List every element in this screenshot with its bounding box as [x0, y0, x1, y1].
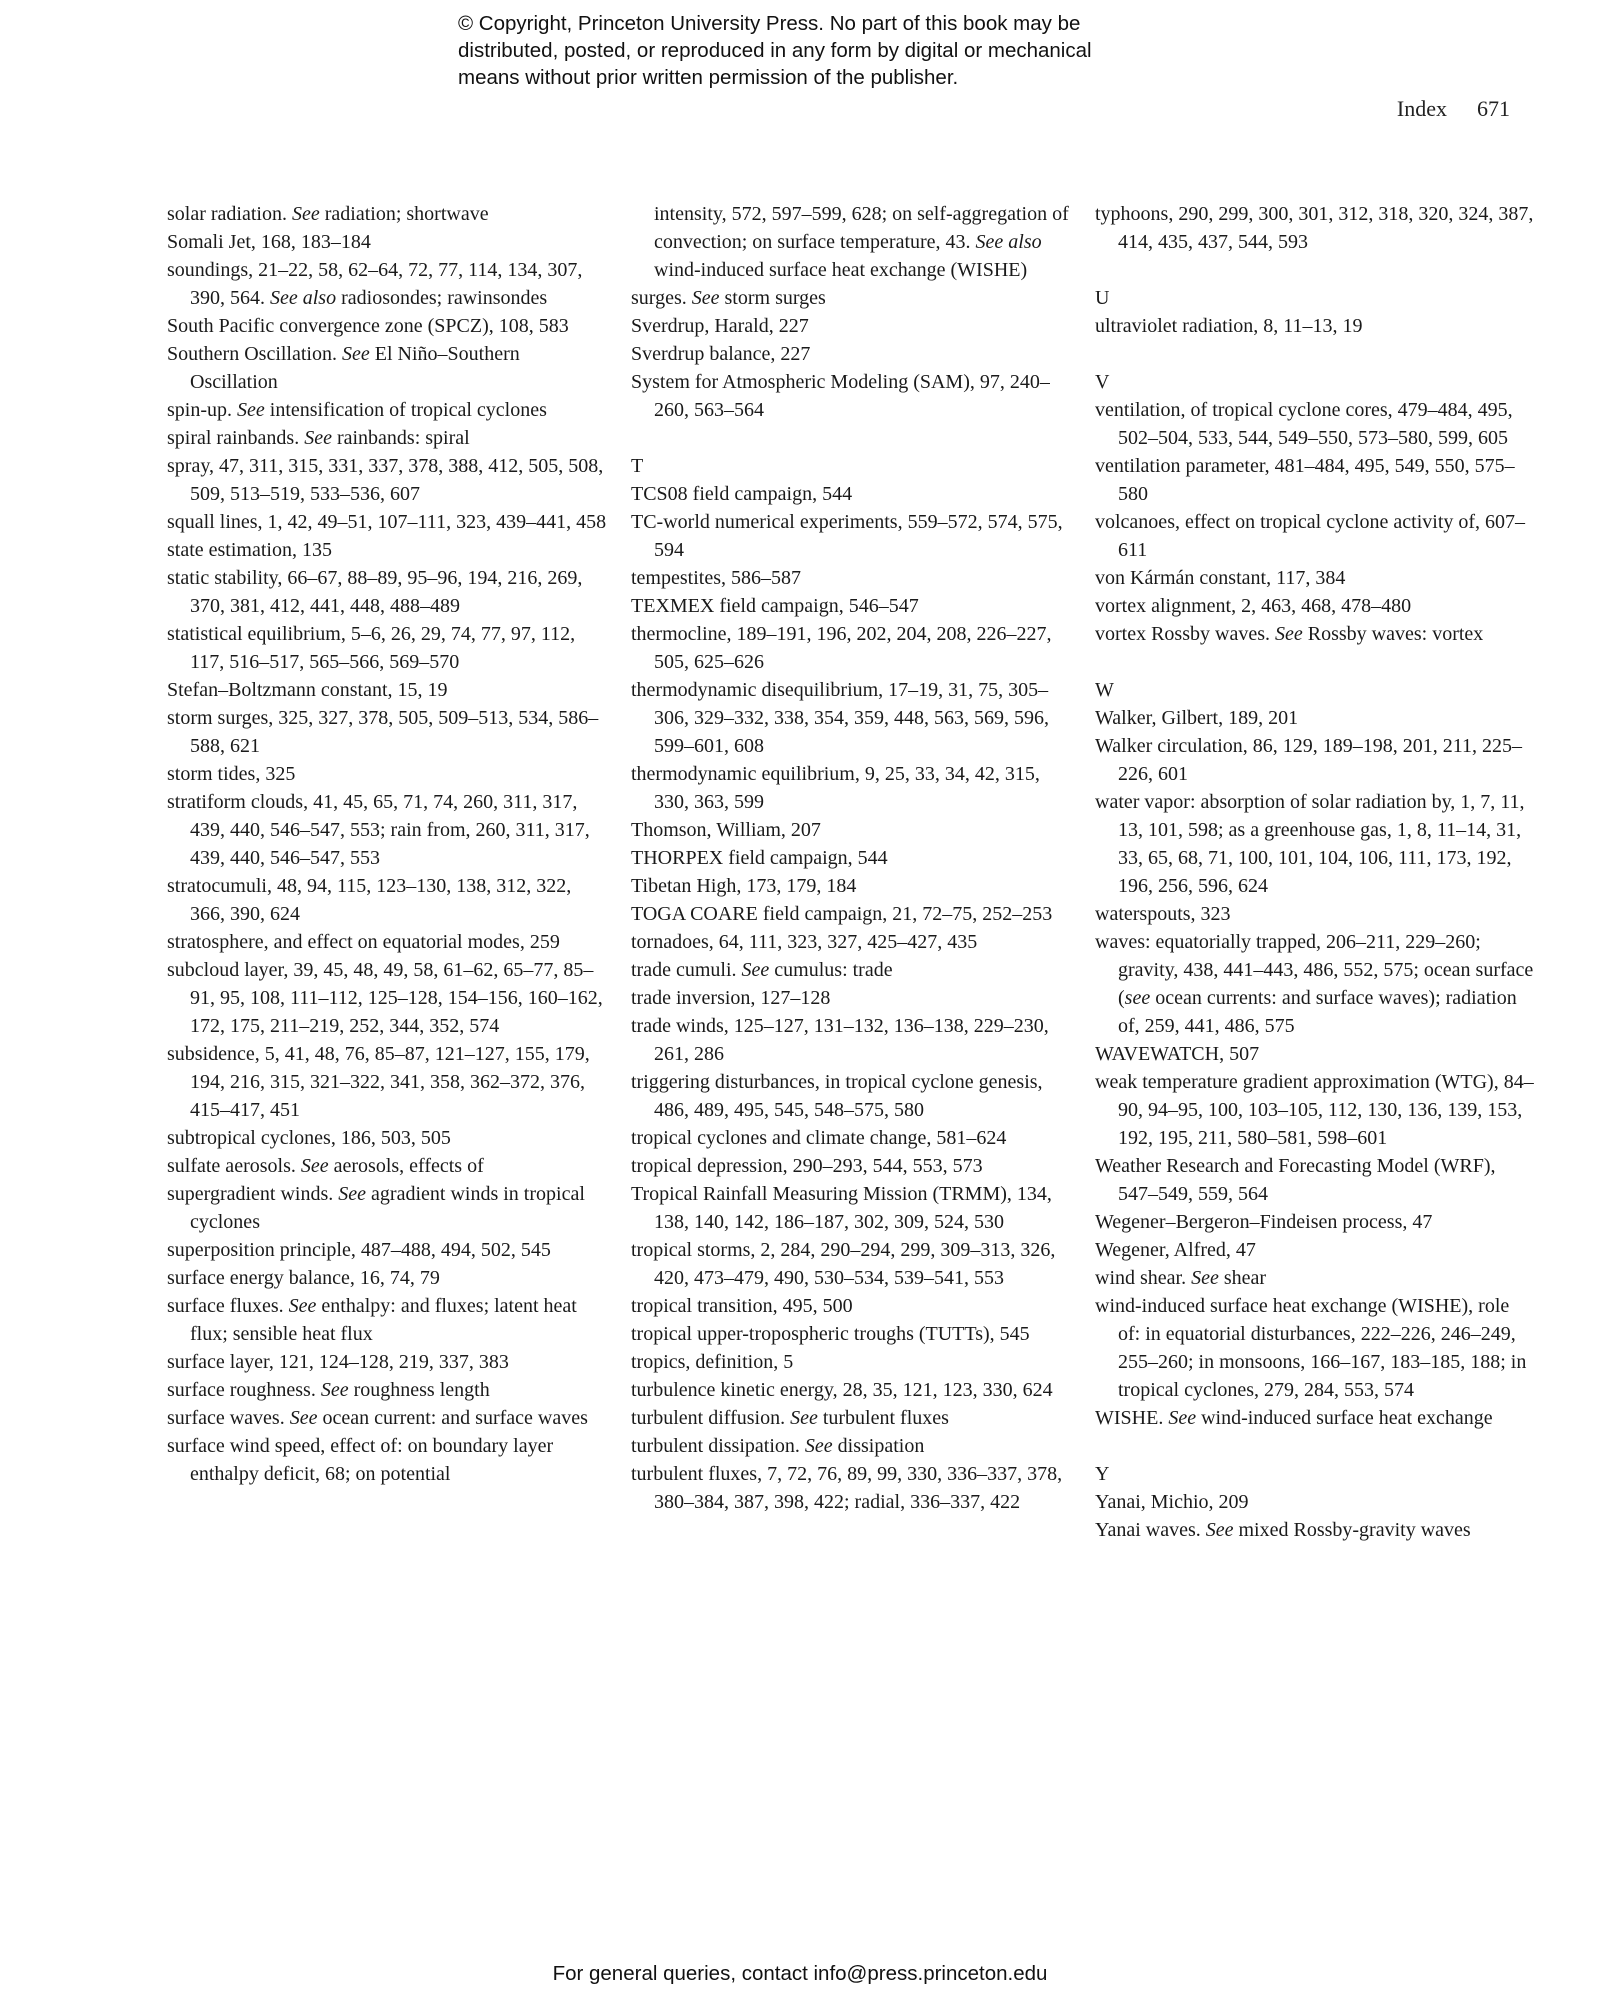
index-entry: [167, 200, 607, 228]
entry-text: surges.: [631, 287, 692, 309]
entry-text: statistical equilibrium, 5–6, 26, 29, 74, 77, 97, 112, 117, 516–517, 565–566, 569–570: [167, 623, 581, 673]
index-letter-heading: U: [1095, 287, 1110, 309]
index-entry: [167, 536, 607, 564]
entry-text: spin-up.: [167, 399, 237, 421]
index-entry: [631, 1012, 1071, 1068]
index-entry: [167, 676, 607, 704]
entry-text: stratiform clouds, 41, 45, 65, 71, 74, 260, 311, 317, 439, 440, 546–547, 553; rain from, 260, 311, 317, 439, 440, 546–547, 553: [167, 791, 595, 869]
entry-text: waves: equatorially trapped, 206–211, 229–260; gravity, 438, 441–443, 486, 552, 575; ocean surface (: [1095, 931, 1539, 1009]
cross-reference-label: See: [341, 343, 370, 365]
entry-text: ventilation parameter, 481–484, 495, 549, 550, 575–580: [1095, 455, 1515, 505]
index-entry: [167, 340, 607, 396]
copyright-line: distributed, posted, or reproduced in any form by digital or mechanical: [458, 39, 1092, 62]
entry-text: tropics, definition, 5: [631, 1351, 794, 1373]
index-entry: [631, 984, 1071, 1012]
cross-reference-label: see: [1124, 987, 1151, 1009]
index-entry: [1095, 704, 1535, 732]
cross-reference-label: See: [1168, 1407, 1197, 1429]
index-entry: [631, 676, 1071, 760]
index-entry: [167, 928, 607, 956]
entry-text: ocean currents: and surface waves); radiation of, 259, 441, 486, 575: [1118, 987, 1522, 1037]
index-entry: [1095, 1040, 1535, 1068]
entry-text: System for Atmospheric Modeling (SAM), 97, 240–260, 563–564: [631, 371, 1050, 421]
index-entry: [167, 1264, 607, 1292]
index-entry: [167, 1040, 607, 1124]
index-entry: [167, 508, 607, 536]
index-entry: [167, 872, 607, 928]
index-entry: [167, 1404, 607, 1432]
entry-text: radiation; shortwave: [319, 203, 489, 225]
index-entry: [1095, 200, 1539, 256]
entry-text: Somali Jet, 168, 183–184: [167, 231, 371, 253]
index-entry: [1095, 1264, 1535, 1292]
index-entry: [631, 508, 1071, 564]
entry-text: typhoons, 290, 299, 300, 301, 312, 318, 320, 324, 387, 414, 435, 437, 544, 593: [1095, 203, 1539, 253]
entry-text: intensification of tropical cyclones: [264, 399, 547, 421]
entry-text: tropical upper-tropospheric troughs (TUTTs), 545: [631, 1323, 1030, 1345]
entry-text: WISHE.: [1095, 1407, 1169, 1429]
entry-text: superposition principle, 487–488, 494, 502, 545: [167, 1239, 551, 1261]
entry-text: surface fluxes.: [167, 1295, 289, 1317]
entry-text: subtropical cyclones, 186, 503, 505: [167, 1127, 451, 1149]
entry-text: static stability, 66–67, 88–89, 95–96, 194, 216, 269, 370, 381, 412, 441, 448, 488–489: [167, 567, 588, 617]
index-entry: [167, 256, 607, 312]
entry-text: stratocumuli, 48, 94, 115, 123–130, 138, 312, 322, 366, 390, 624: [167, 875, 577, 925]
index-entry: [1095, 788, 1535, 900]
index-entry: [631, 1152, 1071, 1180]
index-entry: [167, 564, 607, 620]
entry-text: roughness length: [348, 1379, 490, 1401]
entry-text: Tropical Rainfall Measuring Mission (TRMM), 134, 138, 140, 142, 186–187, 302, 309, 524, 530: [631, 1183, 1057, 1233]
entry-text: rainbands: spiral: [331, 427, 470, 449]
cross-reference-label: See: [790, 1407, 818, 1429]
entry-text: surface roughness.: [167, 1379, 321, 1401]
entry-text: Walker, Gilbert, 189, 201: [1095, 707, 1299, 729]
entry-text: tropical transition, 495, 500: [631, 1295, 853, 1317]
index-entry: [1095, 1516, 1535, 1544]
entry-text: spray, 47, 311, 315, 331, 337, 378, 388, 412, 505, 508, 509, 513–519, 533–536, 607: [167, 455, 609, 505]
index-entry: [167, 788, 607, 872]
index-entry: [631, 340, 1071, 368]
entry-text: triggering disturbances, in tropical cyclone genesis, 486, 489, 495, 545, 548–575, 580: [631, 1071, 1048, 1121]
entry-text: wind-induced surface heat exchange: [1196, 1407, 1493, 1429]
index-entry: [1095, 900, 1535, 928]
entry-text: Sverdrup balance, 227: [631, 343, 811, 365]
entry-text: trade winds, 125–127, 131–132, 136–138, 229–230, 261, 286: [631, 1015, 1054, 1065]
cross-reference-label: See: [1205, 1519, 1234, 1541]
index-entry: [1095, 1292, 1535, 1404]
entry-text: enthalpy: and fluxes; latent heat flux; sensible heat flux: [190, 1295, 582, 1345]
index-letter-heading: V: [1095, 371, 1110, 393]
entry-text: intensity, 572, 597–599, 628; on self-aggregation of convection; on surface temperature, 43.: [654, 203, 1074, 253]
index-entry: [631, 1376, 1071, 1404]
index-entry: [167, 1376, 607, 1404]
cross-reference-label: See: [288, 1295, 317, 1317]
index-entry: [631, 564, 1071, 592]
entry-text: Yanai, Michio, 209: [1095, 1491, 1249, 1513]
index-entry: [1095, 1152, 1535, 1208]
index-entry: [1095, 1208, 1535, 1236]
copyright-line: © Copyright, Princeton University Press. No part of this book may be: [458, 12, 1081, 35]
index-entry: [631, 620, 1071, 676]
entry-text: THORPEX field campaign, 544: [631, 847, 888, 869]
entry-text: WAVEWATCH, 507: [1095, 1043, 1260, 1065]
copyright-line: means without prior written permission of the publisher.: [458, 66, 959, 89]
index-entry: [631, 872, 1071, 900]
entry-text: thermodynamic disequilibrium, 17–19, 31, 75, 305–306, 329–332, 338, 354, 359, 448, 563, 569, 596, 599–601, 608: [631, 679, 1054, 757]
cross-reference-label: See: [691, 287, 720, 309]
entry-text: Wegener, Alfred, 47: [1095, 1239, 1256, 1261]
entry-text: tropical depression, 290–293, 544, 553, 573: [631, 1155, 983, 1177]
index-letter-heading: W: [1095, 679, 1114, 701]
index-letter-heading: T: [631, 455, 644, 477]
index-entry: [1095, 1404, 1535, 1432]
index-entry: [631, 312, 1071, 340]
entry-text: volcanoes, effect on tropical cyclone activity of, 607–611: [1095, 511, 1526, 561]
index-column-2: [631, 200, 1074, 1516]
entry-text: radiosondes; rawinsondes: [336, 287, 548, 309]
entry-text: state estimation, 135: [167, 539, 332, 561]
entry-text: turbulent fluxes, 7, 72, 76, 89, 99, 330, 336–337, 378, 380–384, 387, 398, 422; radial, 336–337, 422: [631, 1463, 1068, 1513]
entry-text: trade cumuli.: [631, 959, 742, 981]
index-entry: [167, 228, 607, 256]
entry-text: squall lines, 1, 42, 49–51, 107–111, 323, 439–441, 458: [167, 511, 607, 533]
index-entry: [631, 1180, 1071, 1236]
section-title: Index: [1396, 96, 1447, 121]
index-entry: [167, 704, 607, 760]
entry-text: trade inversion, 127–128: [631, 987, 831, 1009]
index-entry: [631, 480, 1071, 508]
index-entry: [631, 200, 1074, 284]
entry-text: vortex alignment, 2, 463, 468, 478–480: [1095, 595, 1412, 617]
entry-text: storm surges: [719, 287, 826, 309]
cross-reference-label: See: [1274, 623, 1303, 645]
entry-text: storm surges, 325, 327, 378, 505, 509–513, 534, 586–588, 621: [167, 707, 599, 757]
entry-text: supergradient winds.: [167, 1183, 339, 1205]
index-entry: [167, 760, 607, 788]
entry-text: mixed Rossby-gravity waves: [1233, 1519, 1471, 1541]
index-entry: [1095, 1068, 1535, 1152]
entry-text: Sverdrup, Harald, 227: [631, 315, 809, 337]
index-entry: [1095, 396, 1535, 452]
cross-reference-label: See: [338, 1183, 367, 1205]
entry-text: Wegener–Bergeron–Findeisen process, 47: [1095, 1211, 1433, 1233]
entry-text: spiral rainbands.: [167, 427, 305, 449]
index-column-1: [167, 200, 607, 1488]
entry-text: Southern Oscillation.: [167, 343, 342, 365]
entry-text: tornadoes, 64, 111, 323, 327, 425–427, 435: [631, 931, 978, 953]
index-entry: [631, 1404, 1071, 1432]
cross-reference-label: See: [237, 399, 265, 421]
index-entry: [167, 396, 607, 424]
index-column-3: [1095, 200, 1539, 1544]
entry-text: tropical storms, 2, 284, 290–294, 299, 309–313, 326, 420, 473–479, 490, 530–534, 539–541, 553: [631, 1239, 1061, 1289]
entry-text: ultraviolet radiation, 8, 11–13, 19: [1095, 315, 1363, 337]
entry-text: turbulent diffusion.: [631, 1407, 791, 1429]
index-entry: [631, 1068, 1071, 1124]
entry-text: storm tides, 325: [167, 763, 296, 785]
entry-text: turbulent dissipation.: [631, 1435, 805, 1457]
entry-text: surface wind speed, effect of: on boundary layer enthalpy deficit, 68; on potential: [167, 1435, 559, 1485]
entry-text: subsidence, 5, 41, 48, 76, 85–87, 121–127, 155, 179, 194, 216, 315, 321–322, 341, 358, 362–372, 376, 415–417, 451: [167, 1043, 595, 1121]
cross-reference-label: See also: [270, 287, 337, 309]
entry-text: cumulus: trade: [769, 959, 893, 981]
entry-text: tempestites, 586–587: [631, 567, 801, 589]
index-letter-heading: Y: [1095, 1463, 1110, 1485]
entry-text: surface energy balance, 16, 74, 79: [167, 1267, 440, 1289]
index-entry: [631, 844, 1071, 872]
entry-text: agradient winds in tropical cyclones: [190, 1183, 590, 1233]
index-entry: [167, 620, 607, 676]
entry-text: ventilation, of tropical cyclone cores, 479–484, 495, 502–504, 533, 544, 549–550, 573–580, 599, 605: [1095, 399, 1518, 449]
entry-text: TOGA COARE field campaign, 21, 72–75, 252–253: [631, 903, 1053, 925]
running-header: [1397, 96, 1510, 122]
entry-text: vortex Rossby waves.: [1095, 623, 1275, 645]
index-entry: [631, 1236, 1071, 1292]
index-entry: [631, 1320, 1071, 1348]
cross-reference-label: See: [304, 427, 332, 449]
cross-reference-label: See also: [975, 231, 1042, 253]
entry-text: Stefan–Boltzmann constant, 15, 19: [167, 679, 448, 701]
index-entry: [167, 1292, 607, 1348]
cross-reference-label: See: [804, 1435, 833, 1457]
page-number: 671: [1477, 96, 1510, 121]
index-entry: [631, 1124, 1071, 1152]
index-entry: [631, 900, 1071, 928]
index-entry: [1095, 312, 1535, 340]
index-entry: [631, 760, 1071, 816]
entry-text: water vapor: absorption of solar radiation by, 1, 7, 11, 13, 101, 598; as a greenhouse gas, 1, 8, 11–14, 31, 33, 65, 68, 71, 100, 101, 104, 106, 111, 173, 192, 196, 256, 596, 624: [1095, 791, 1530, 897]
index-entry: [167, 424, 607, 452]
entry-text: Tibetan High, 173, 179, 184: [631, 875, 857, 897]
entry-text: surface waves.: [167, 1407, 290, 1429]
index-entry: [1095, 452, 1535, 508]
entry-text: Weather Research and Forecasting Model (WRF), 547–549, 559, 564: [1095, 1155, 1501, 1205]
index-entry: [167, 452, 607, 508]
index-entry: [1095, 592, 1535, 620]
entry-text: thermocline, 189–191, 196, 202, 204, 208, 226–227, 505, 625–626: [631, 623, 1057, 673]
index-entry: [631, 1348, 1071, 1376]
entry-text: dissipation: [832, 1435, 925, 1457]
entry-text: wind shear.: [1095, 1267, 1192, 1289]
index-entry: [631, 368, 1071, 424]
cross-reference-label: See: [1191, 1267, 1219, 1289]
entry-text: ocean current: and surface waves: [317, 1407, 588, 1429]
index-entry: [631, 284, 1071, 312]
index-entry: [631, 816, 1071, 844]
entry-text: turbulence kinetic energy, 28, 35, 121, 123, 330, 624: [631, 1379, 1053, 1401]
index-entry: [1095, 732, 1535, 788]
entry-text: Yanai waves.: [1095, 1519, 1206, 1541]
entry-text: Walker circulation, 86, 129, 189–198, 201, 211, 225–226, 601: [1095, 735, 1523, 785]
index-entry: [631, 592, 1071, 620]
entry-text: South Pacific convergence zone (SPCZ), 108, 583: [167, 315, 569, 337]
index-entry: [167, 1432, 607, 1488]
index-entry: [631, 928, 1071, 956]
index-entry: [631, 1292, 1071, 1320]
entry-text: von Kármán constant, 117, 384: [1095, 567, 1346, 589]
index-entry: [167, 1348, 607, 1376]
entry-text: waterspouts, 323: [1095, 903, 1231, 925]
entry-text: surface layer, 121, 124–128, 219, 337, 383: [167, 1351, 509, 1373]
index-entry: [1095, 620, 1535, 648]
entry-text: soundings, 21–22, 58, 62–64, 72, 77, 114, 134, 307, 390, 564.: [167, 259, 588, 309]
index-entry: [167, 1236, 607, 1264]
index-entry: [1095, 1236, 1535, 1264]
entry-text: TCS08 field campaign, 544: [631, 483, 853, 505]
entry-text: weak temperature gradient approximation (WTG), 84–90, 94–95, 100, 103–105, 112, 130, 136, 139, 153, 192, 195, 211, 580–581, 598–601: [1095, 1071, 1534, 1149]
index-entry: [167, 1124, 607, 1152]
index-entry: [631, 1460, 1071, 1516]
index-entry: [1095, 508, 1535, 564]
index-entry: [631, 1432, 1071, 1460]
index-entry: [631, 956, 1071, 984]
cross-reference-label: See: [741, 959, 770, 981]
entry-text: El Niño–Southern Oscillation: [190, 343, 525, 393]
entry-text: Thomson, William, 207: [631, 819, 821, 841]
cross-reference-label: See: [291, 203, 320, 225]
entry-text: aerosols, effects of: [328, 1155, 484, 1177]
index-entry: [167, 1152, 607, 1180]
index-entry: [167, 1180, 607, 1236]
entry-text: shear: [1218, 1267, 1267, 1289]
index-entry: [1095, 564, 1535, 592]
entry-text: sulfate aerosols.: [167, 1155, 301, 1177]
entry-text: solar radiation.: [167, 203, 292, 225]
entry-text: tropical cyclones and climate change, 581–624: [631, 1127, 1007, 1149]
cross-reference-label: See: [320, 1379, 349, 1401]
entry-text: Rossby waves: vortex: [1302, 623, 1484, 645]
copyright-notice: [458, 10, 1218, 91]
index-entry: [167, 956, 607, 1040]
entry-text: TEXMEX field campaign, 546–547: [631, 595, 919, 617]
index-entry: [1095, 1488, 1535, 1516]
cross-reference-label: See: [300, 1155, 329, 1177]
entry-text: thermodynamic equilibrium, 9, 25, 33, 34, 42, 315, 330, 363, 599: [631, 763, 1045, 813]
cross-reference-label: See: [289, 1407, 318, 1429]
entry-text: wind-induced surface heat exchange (WISHE): [654, 231, 1047, 281]
entry-text: stratosphere, and effect on equatorial modes, 259: [167, 931, 560, 953]
entry-text: subcloud layer, 39, 45, 48, 49, 58, 61–62, 65–77, 85–91, 95, 108, 111–112, 125–128, 154–156, 160–162, 172, 175, 211–219, 252, 344, 352, 574: [167, 959, 608, 1037]
index-entry: [167, 312, 607, 340]
entry-text: TC-world numerical experiments, 559–572, 574, 575, 594: [631, 511, 1068, 561]
entry-text: wind-induced surface heat exchange (WISHE), role of: in equatorial disturbances, 222–226, 246–249, 255–260; in monsoons, 166–167, 183–185, 188; in tropical cyclones, 279, 284, 553, 574: [1095, 1295, 1532, 1401]
index-entry: [1095, 928, 1539, 1040]
entry-text: turbulent fluxes: [817, 1407, 949, 1429]
footer-contact: For general queries, contact info@press.princeton.edu: [552, 1962, 1048, 1985]
